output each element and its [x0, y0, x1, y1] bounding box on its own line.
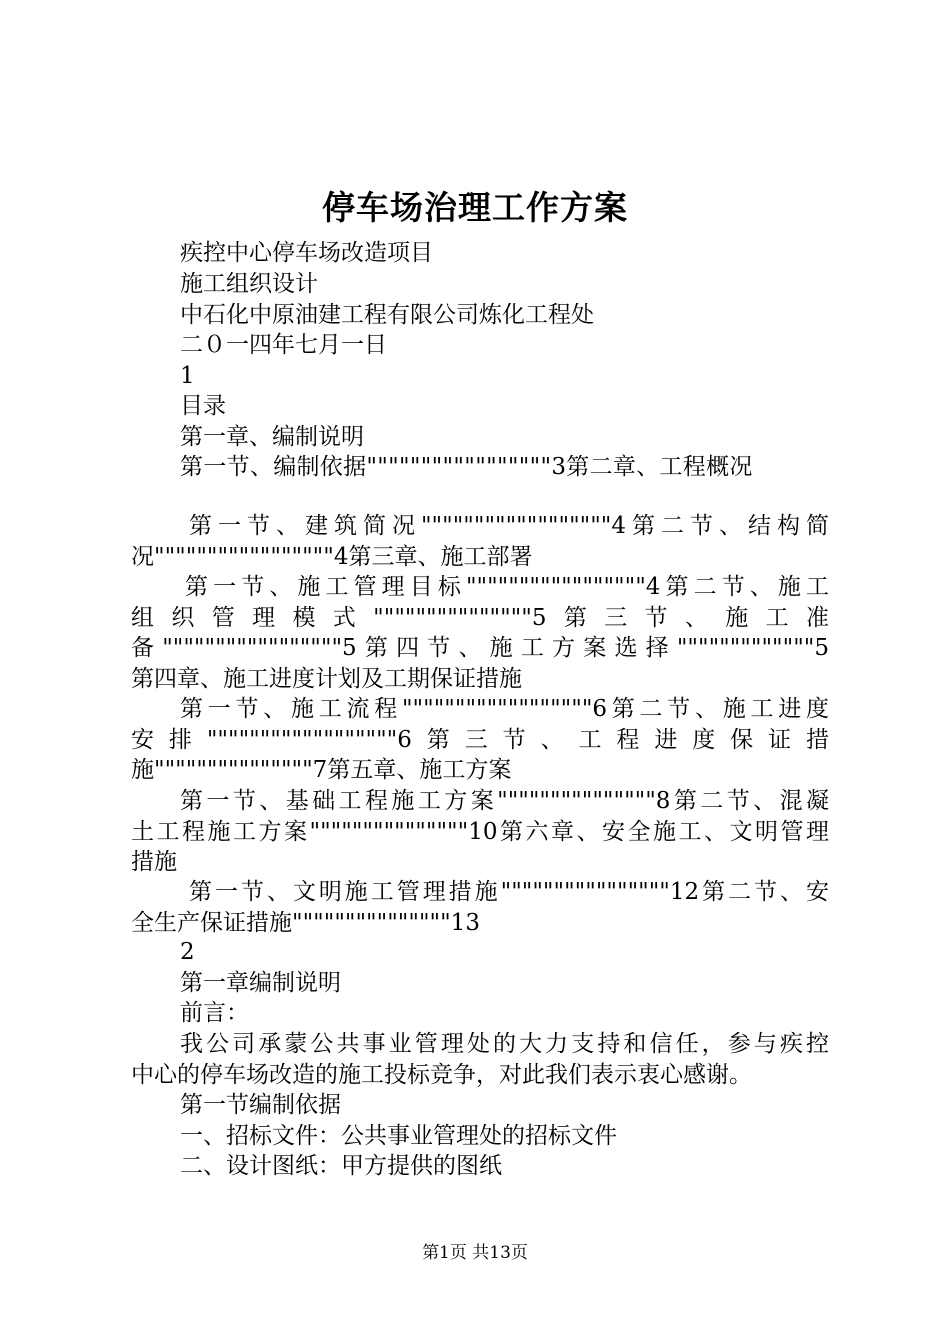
toc-line: 措施: [131, 849, 177, 875]
toc-line: 况"""""""""""""""""4第三章、施工部署: [131, 543, 533, 570]
toc-line: 第一节、建筑简况""""""""""""""""""4第二节、结构简: [189, 513, 829, 539]
cover-subtitle: 施工组织设计: [180, 271, 318, 297]
toc-paragraph: [131, 572, 829, 694]
basis-item: 二、设计图纸：甲方提供的图纸: [180, 1153, 502, 1179]
toc-line: 第四章、施工进度计划及工期保证措施: [131, 665, 522, 692]
toc-entry: 第一节、编制依据"""""""""""""""""3第二章、工程概况: [180, 454, 753, 480]
toc-line: 全生产保证措施"""""""""""""""13: [131, 909, 480, 936]
preface-label: 前言：: [180, 1000, 249, 1026]
toc-paragraph: [131, 786, 829, 878]
section-heading: 第一节编制依据: [180, 1092, 341, 1118]
cover-project-name: 疾控中心停车场改造项目: [180, 240, 433, 266]
toc-line: 组织管理模式"""""""""""""""5第三节、施工准: [131, 604, 829, 631]
cover-date: 二０一四年七月一日: [180, 332, 387, 358]
toc-line: 第一节、基础工程施工方案"""""""""""""""8第二节、混凝: [180, 788, 829, 814]
toc-line: 备"""""""""""""""""5第四节、施工方案选择"""""""""""""5: [131, 635, 829, 661]
cover-page-number: 1: [180, 363, 195, 389]
toc-page-number: 2: [180, 939, 195, 965]
toc-line: 第一节、施工管理目标"""""""""""""""""4第二节、施工: [185, 574, 829, 600]
document-title: 停车场治理工作方案: [322, 188, 628, 227]
paragraph-line: 中心的停车场改造的施工投标竞争，对此我们表示衷心感谢。: [131, 1061, 752, 1088]
basis-item: 一、招标文件：公共事业管理处的招标文件: [180, 1123, 617, 1149]
cover-company: 中石化中原油建工程有限公司炼化工程处: [180, 302, 594, 328]
paragraph-line: 我公司承蒙公共事业管理处的大力支持和信任，参与疾控: [180, 1031, 829, 1057]
toc-chapter-1: 第一章、编制说明: [180, 424, 364, 450]
preface-paragraph: [131, 1029, 829, 1090]
toc-line: 施"""""""""""""""7第五章、施工方案: [131, 757, 512, 783]
toc-paragraph: [131, 511, 829, 572]
chapter-heading: 第一章编制说明: [180, 970, 341, 996]
toc-heading: 目录: [180, 393, 226, 419]
toc-line: 第一节、文明施工管理措施""""""""""""""""12第二节、安: [189, 879, 829, 905]
toc-line: 土工程施工方案"""""""""""""""10第六章、安全施工、文明管理: [131, 818, 829, 845]
toc-line: 第一节、施工流程""""""""""""""""""6第二节、施工进度: [180, 696, 829, 722]
toc-paragraph: [131, 877, 829, 938]
toc-paragraph: [131, 694, 829, 786]
page-footer: 第1页 共13页: [422, 1243, 528, 1263]
toc-line: 安排""""""""""""""""""6第三节、工程进度保证措: [131, 726, 829, 753]
